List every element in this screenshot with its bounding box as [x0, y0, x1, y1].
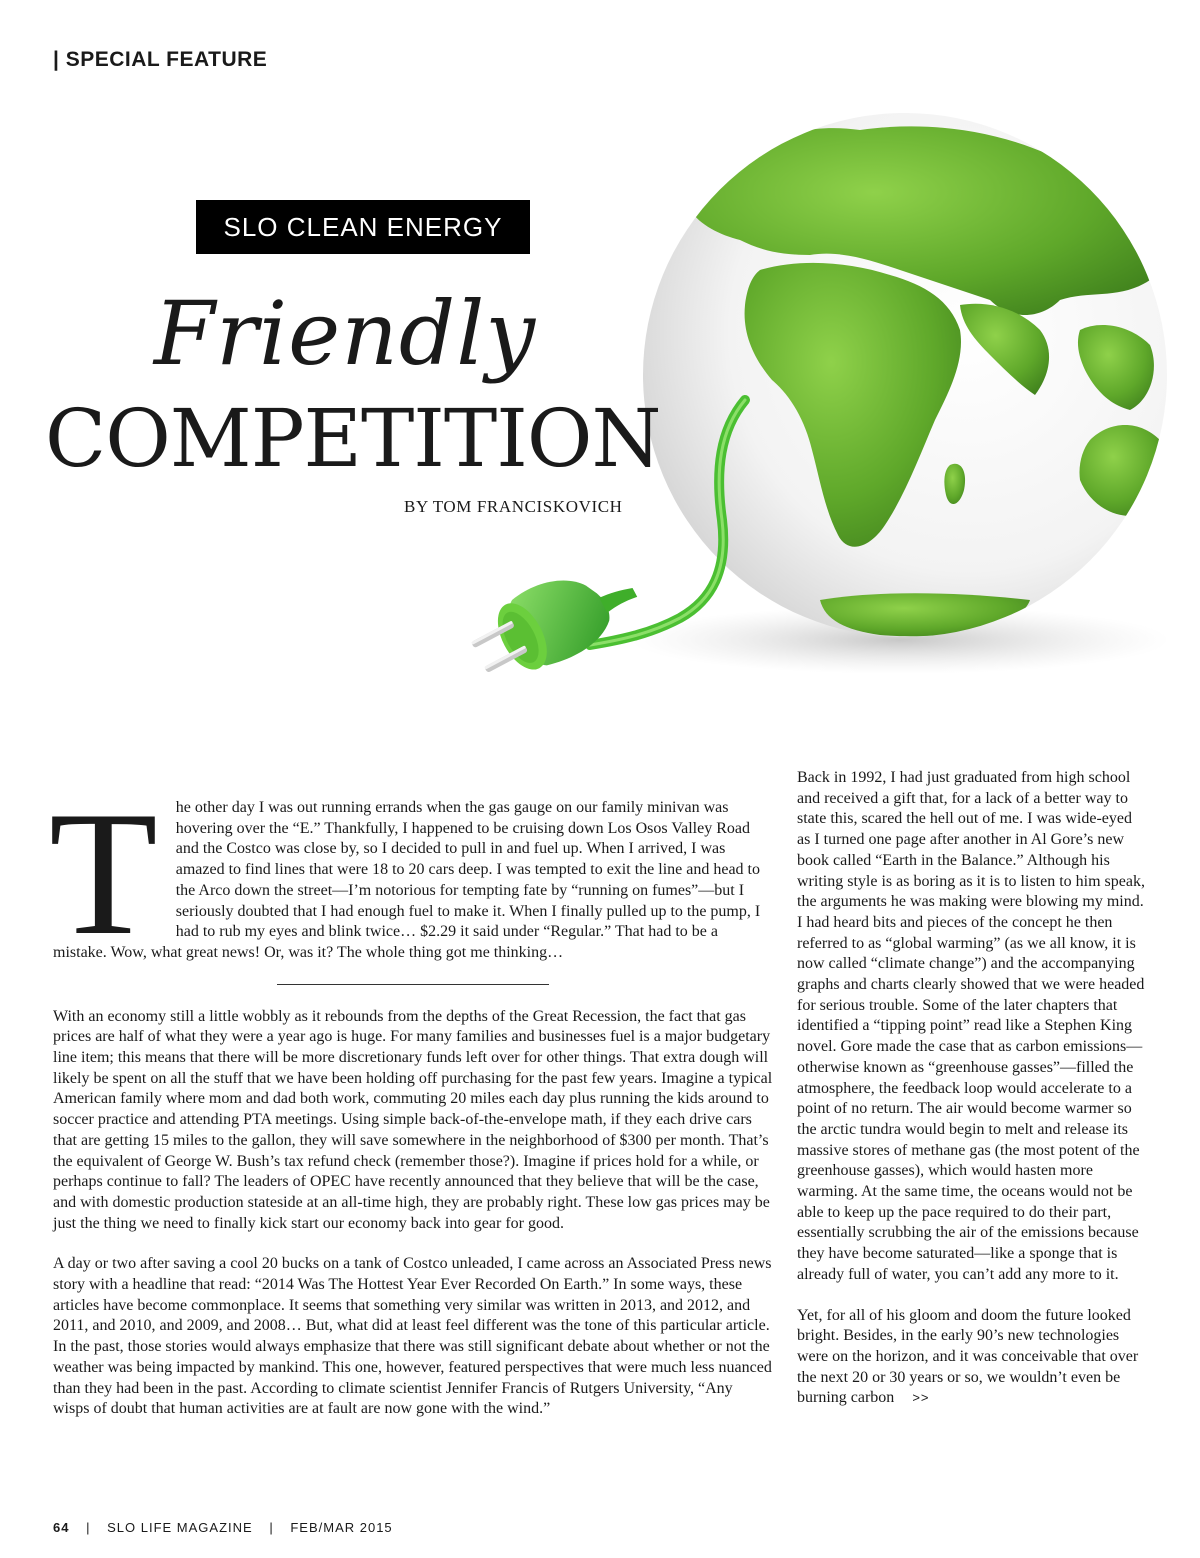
article-title-line2: COMPETITION — [45, 392, 661, 485]
plug — [462, 546, 648, 696]
footer-separator: | — [269, 1520, 274, 1535]
page-footer — [53, 1520, 393, 1535]
footer-separator: | — [86, 1520, 91, 1535]
section-divider — [277, 984, 549, 985]
right-column — [797, 768, 1149, 1409]
body-paragraph-2: A day or two after saving a cool 20 bucks on a tank of Costco unleaded, I came across an Associated Press news story with a headline that read: “2014 Was The Hottest Year Ever Recorded On Earth.” In some ways, these articles have become commonplace. It seems that something very similar was written in 2013, and 2012, and 2011, and 2010, and 2009, and 2008… But, what did at least feel different was the tone of this particular article. In the past, those stories would always emphasize that there was still significant debate about whether or not the weather was being impacted by mankind. This one, however, featured perspectives that were much less nuanced than they had been in the past. According to climate scientist Jennifer Francis of Rutgers University, “Any wisps of doubt that human activities are at fault are now gone with the wind.” — [53, 1255, 772, 1418]
article-byline: BY TOM FRANCISKOVICH — [404, 497, 623, 516]
intro-paragraph — [49, 774, 773, 972]
section-label: | SPECIAL FEATURE — [53, 48, 268, 71]
left-column — [49, 774, 773, 1420]
body-paragraph-1: With an economy still a little wobbly as it rebounds from the depths of the Great Recession, the fact that gas prices are half of what they were a year ago is huge. For many families and businesses fuel is a major budgetary line item; this means that there will be more discretionary funds left over for other things. That extra dough will likely be spent on all the stuff that we have been holding off purchasing for the past few years. Imagine a typical American family where mom and dad both work, commuting 20 miles each day plus running the kids around to soccer practice and attending PTA meetings. Using simple back-of-the-envelope math, if they each drive cars that are getting 15 miles to the gallon, they will save somewhere in the neighborhood of $300 per month. That’s the equivalent of George W. Bush’s tax refund check (remember those?). Imagine if prices hold for a while, or perhaps continue to fall? The leaders of OPEC have recently announced that they believe that will be the case, and with domestic production stateside at an all-time high, they are probably right. These low gas prices may be just the thing we need to finally kick start our economy back into gear for good. — [53, 1007, 773, 1232]
magazine-name: SLO LIFE MAGAZINE — [107, 1520, 253, 1535]
drop-cap: T — [49, 774, 158, 972]
body-paragraph-4 — [797, 1306, 1149, 1410]
body-paragraph-4-text: Yet, for all of his gloom and doom the future looked bright. Besides, in the early 90’s new technologies were on the horizon, and it was conceivable that over the next 20 or 30 years or so, we wouldn’t even be burning carbon — [797, 1306, 1139, 1407]
page-number: 64 — [53, 1520, 70, 1535]
body-paragraph-3: Back in 1992, I had just graduated from high school and received a gift that, for a lack of a better way to state this, scared the hell out of me. I was wide-eyed as I turned one page after another in Al Gore’s new book called “Earth in the Balance.” Although his writing style is as boring as it is to listen to him speak, the arguments he was making were blowing my mind. I had heard bits and pieces of the concept he then referred to as “global warming” (as we all know, it is now called “climate change”) and the accompanying graphs and charts clearly showed that we were headed for serious trouble. Some of the later chapters that identified a “tipping point” read like a Stephen King novel. Gore made the case that as carbon emissions—otherwise known as “greenhouse gasses”—filled the atmosphere, the feedback loop would accelerate to a point of no return. The air would become warmer so the arctic tundra would begin to melt and release its massive stores of methane gas (the most potent of the greenhouse gasses), which would hasten more warming. At the same time, the oceans would not be able to keep up the pace required to do their part, essentially scrubbing the air of the emissions because they have become saturated—like a sponge that is already full of water, you can’t add any more to it. — [797, 769, 1145, 1283]
issue-date: FEB/MAR 2015 — [290, 1520, 393, 1535]
continued-marker: >> — [912, 1390, 930, 1406]
intro-text: he other day I was out running errands when the gas gauge on our family minivan was hovering over the “E.” Thankfully, I happened to be cruising down Los Osos Valley Road and the Costco was close by, so I decided to pull in and fuel up. When I arrived, I was amazed to find lines that were 18 to 20 cars deep. I was tempted to exit the line and head to the Arco down the street—I’m notorious for tempting fate by “running on fumes”—but I seriously doubted that I had enough fuel to make it. When I finally pulled up to the pump, I had to rub my eyes and blink twice… $2.29 it said under “Regular.” That had to be a mistake. Wow, what great news! Or, was it? The whole thing got me thinking… — [53, 799, 761, 961]
article-title-line1: Friendly — [153, 282, 537, 385]
article-kicker: SLO CLEAN ENERGY — [196, 200, 530, 254]
